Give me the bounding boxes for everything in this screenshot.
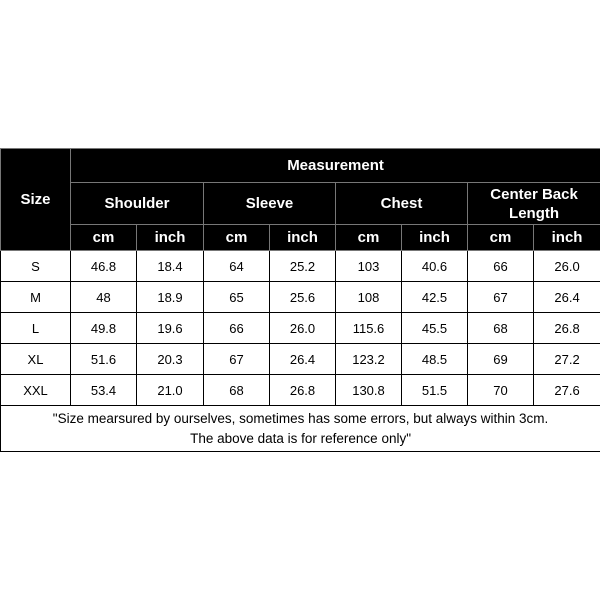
- measurement-cell: 49.8: [71, 313, 137, 344]
- table-row: [1, 313, 600, 344]
- unit-header: cm: [71, 225, 137, 251]
- unit-header: inch: [402, 225, 468, 251]
- measurement-cell: 26.0: [270, 313, 336, 344]
- measurement-cell: 123.2: [336, 344, 402, 375]
- table-row: [1, 375, 600, 406]
- measurement-cell: 67: [204, 344, 270, 375]
- measurement-cell: 26.8: [270, 375, 336, 406]
- size-label: M: [1, 282, 71, 313]
- group-header-center-back-length: Center Back Length: [468, 183, 600, 225]
- measurement-cell: 21.0: [137, 375, 204, 406]
- measurement-cell: 26.0: [534, 251, 600, 282]
- measurement-cell: 66: [204, 313, 270, 344]
- group-header-sleeve: Sleeve: [204, 183, 336, 225]
- size-label: S: [1, 251, 71, 282]
- unit-header: inch: [137, 225, 204, 251]
- unit-header: inch: [534, 225, 600, 251]
- measurement-cell: 45.5: [402, 313, 468, 344]
- measurement-cell: 27.2: [534, 344, 600, 375]
- disclaimer-note: [1, 406, 600, 452]
- unit-header: cm: [468, 225, 534, 251]
- measurement-cell: 68: [204, 375, 270, 406]
- measurement-cell: 46.8: [71, 251, 137, 282]
- size-label: L: [1, 313, 71, 344]
- table-row: [1, 282, 600, 313]
- measurement-cell: 20.3: [137, 344, 204, 375]
- size-table: [0, 148, 600, 452]
- measurement-cell: 115.6: [336, 313, 402, 344]
- measurement-cell: 53.4: [71, 375, 137, 406]
- unit-header: cm: [204, 225, 270, 251]
- measurement-cell: 67: [468, 282, 534, 313]
- measurement-cell: 51.6: [71, 344, 137, 375]
- disclaimer-line: "Size mearsured by ourselves, sometimes has some errors, but always within 3cm.: [52, 411, 549, 426]
- measurement-cell: 64: [204, 251, 270, 282]
- measurement-cell: 70: [468, 375, 534, 406]
- disclaimer-line: The above data is for reference only": [190, 431, 411, 446]
- size-label: XL: [1, 344, 71, 375]
- measurement-cell: 26.4: [270, 344, 336, 375]
- measurement-cell: 48: [71, 282, 137, 313]
- measurement-cell: 68: [468, 313, 534, 344]
- measurement-cell: 108: [336, 282, 402, 313]
- measurement-cell: 26.4: [534, 282, 600, 313]
- table-row: [1, 344, 600, 375]
- table-row: [1, 251, 600, 282]
- unit-header: inch: [270, 225, 336, 251]
- measurement-cell: 48.5: [402, 344, 468, 375]
- measurement-cell: 18.4: [137, 251, 204, 282]
- measurement-cell: 19.6: [137, 313, 204, 344]
- size-chart: [0, 148, 600, 452]
- measurement-cell: 25.6: [270, 282, 336, 313]
- measurement-cell: 27.6: [534, 375, 600, 406]
- measurement-cell: 25.2: [270, 251, 336, 282]
- unit-header: cm: [336, 225, 402, 251]
- group-header-chest: Chest: [336, 183, 468, 225]
- measurement-cell: 65: [204, 282, 270, 313]
- measurement-cell: 40.6: [402, 251, 468, 282]
- measurement-cell: 103: [336, 251, 402, 282]
- measurement-cell: 130.8: [336, 375, 402, 406]
- measurement-cell: 18.9: [137, 282, 204, 313]
- size-column-header: Size: [1, 149, 71, 251]
- measurement-cell: 66: [468, 251, 534, 282]
- measurement-title: Measurement: [71, 149, 600, 183]
- size-label: XXL: [1, 375, 71, 406]
- group-header-shoulder: Shoulder: [71, 183, 204, 225]
- measurement-cell: 69: [468, 344, 534, 375]
- measurement-cell: 26.8: [534, 313, 600, 344]
- measurement-cell: 51.5: [402, 375, 468, 406]
- measurement-cell: 42.5: [402, 282, 468, 313]
